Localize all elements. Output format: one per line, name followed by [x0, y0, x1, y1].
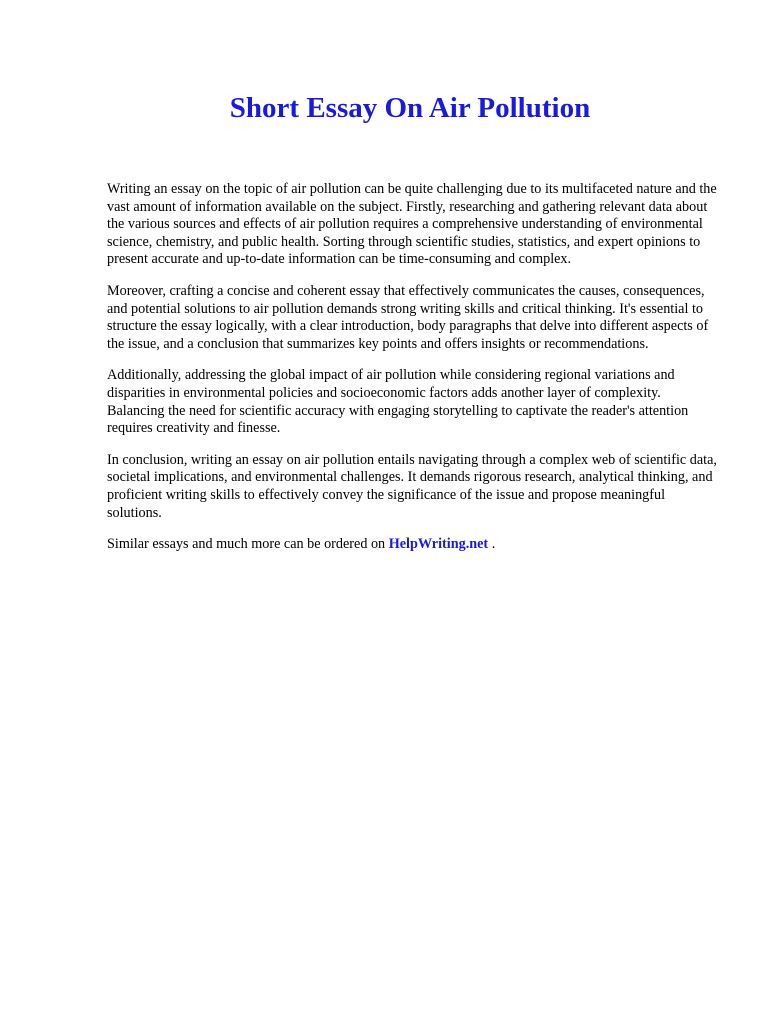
footer-line: [107, 536, 719, 554]
helpwriting-link[interactable]: HelpWriting.net: [388, 536, 489, 553]
paragraph-2: Moreover, crafting a concise and coherent essay that effectively communicates the causes, consequences, and potential solutions to air pollution demands strong writing skills and critical thinking. It's essential to structure the essay logically, with a clear introduction, body paragraphs that delve into different aspects of the issue, and a conclusion that summarizes key points and offers insights or recommendations.: [107, 282, 709, 352]
paragraph-3: Additionally, addressing the global impact of air pollution while considering regional variations and disparities in environmental policies and socioeconomic factors adds another layer of complexity. Balancing the need for scientific accuracy with engaging storytelling to captivate the reader's attention requires creativity and finesse.: [107, 367, 689, 437]
essay-body: [107, 181, 719, 568]
footer-suffix: .: [488, 536, 496, 553]
footer-prefix: Similar essays and much more can be ordered on: [107, 536, 389, 553]
paragraph-4: In conclusion, writing an essay on air pollution entails navigating through a complex web of scientific data, societal implications, and environmental challenges. It demands rigorous research, analytical thinking, and proficient writing skills to effectively convey the significance of the issue and propose meaningful solutions.: [107, 451, 717, 521]
page-title: Short Essay On Air Pollution: [229, 92, 591, 124]
paragraph-1: Writing an essay on the topic of air pollution can be quite challenging due to its multifaceted nature and the vast amount of information available on the subject. Firstly, researching and gathering relevant data about the various sources and effects of air pollution requires a comprehensive understanding of environmental science, chemistry, and public health. Sorting through scientific studies, statistics, and expert opinions to present accurate and up-to-date information can be time-consuming and complex.: [107, 181, 717, 268]
